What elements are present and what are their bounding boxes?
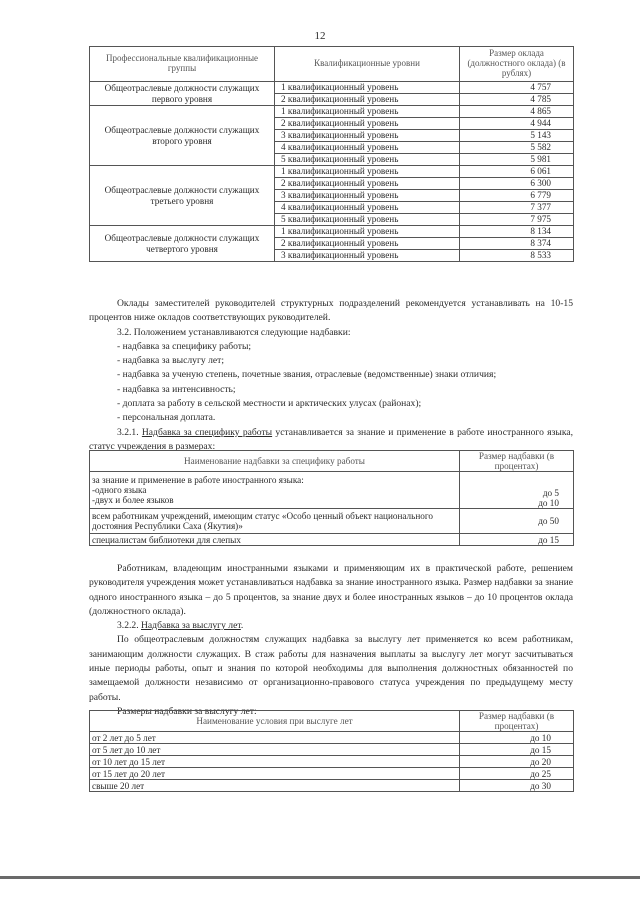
table-row xyxy=(90,732,574,744)
cell-value xyxy=(460,472,574,509)
cell-line: до 5 xyxy=(542,488,559,498)
cell-name: всем работникам учреждений, имеющим статус «Особо ценный объект национального достояния Республики Саха (Якутия)» xyxy=(90,509,460,534)
cell-name xyxy=(90,472,460,509)
section-number: 3.2.2. xyxy=(117,620,139,632)
salary-cell: 5 143 xyxy=(460,130,574,142)
salary-cell: 6 779 xyxy=(460,190,574,202)
paragraph: Размеры надбавки за выслугу лет: xyxy=(117,705,257,717)
page-number: 12 xyxy=(314,30,326,42)
group-name: Общеотраслевые должности служащих четвертого уровня xyxy=(90,226,275,262)
table-row xyxy=(90,166,574,178)
salary-cell: 4 944 xyxy=(460,118,574,130)
cell-value: до 50 xyxy=(460,509,574,534)
table-row xyxy=(90,226,574,238)
level-cell: 2 квалификационный уровень xyxy=(275,238,460,250)
level-cell: 2 квалификационный уровень xyxy=(275,178,460,190)
cell-condition: от 10 лет до 15 лет xyxy=(90,756,460,768)
cell-value: до 15 xyxy=(460,744,574,756)
salary-cell: 7 377 xyxy=(460,202,574,214)
text-block-experience xyxy=(89,562,573,719)
cell-line: -двух и более языков xyxy=(92,495,174,506)
cell-value: до 15 xyxy=(460,534,574,546)
table-row xyxy=(90,82,574,94)
salary-cell: 5 981 xyxy=(460,154,574,166)
paragraph: 3.2. Положением устанавливаются следующие надбавки: xyxy=(117,326,351,338)
cell-value: до 30 xyxy=(460,780,574,792)
section-title: Надбавка за специфику работы xyxy=(141,426,273,438)
list-item: - надбавка за интенсивность; xyxy=(117,383,236,395)
salary-table-header xyxy=(90,47,574,82)
text-block-allowances xyxy=(89,297,573,454)
salary-cell: 7 975 xyxy=(460,214,574,226)
salary-cell: 6 061 xyxy=(460,166,574,178)
table-row xyxy=(90,744,574,756)
header-name: Наименование надбавки за специфику работы xyxy=(90,451,460,472)
level-cell: 2 квалификационный уровень xyxy=(275,94,460,106)
level-cell: 3 квалификационный уровень xyxy=(275,250,460,262)
table-row xyxy=(90,756,574,768)
cell-line: до 10 xyxy=(538,498,559,509)
cell-name: специалистам библиотеки для слепых xyxy=(90,534,460,546)
list-item: - надбавка за ученую степень, почетные звания, отраслевые (ведомственные) знаки отличия; xyxy=(117,369,497,381)
salary-cell: 4 785 xyxy=(460,94,574,106)
cell-value: до 20 xyxy=(460,756,574,768)
cell-line: за знание и применение в работе иностранного языка: xyxy=(92,475,304,486)
salary-cell: 4 757 xyxy=(460,82,574,94)
salary-table xyxy=(89,46,574,262)
salary-cell: 8 533 xyxy=(460,250,574,262)
specifics-table-header xyxy=(90,451,574,472)
level-cell: 1 квалификационный уровень xyxy=(275,226,460,238)
salary-cell: 6 300 xyxy=(460,178,574,190)
seniority-table xyxy=(89,710,574,792)
list-item: - надбавка за выслугу лет; xyxy=(117,355,225,367)
section-title: Надбавка за выслугу лет xyxy=(141,620,241,632)
table-row xyxy=(90,780,574,792)
table-row xyxy=(90,534,574,546)
header-salary: Размер оклада (должностного оклада) (в рублях) xyxy=(460,47,574,82)
paragraph: Работникам, владеющим иностранными языками и применяющим их в практической работе, решением руководителя учреждения может устанавливаться надбавка за знание иностранного языка. Размер надбавки за знание одного иностранного языка – до 5 процентов, за знание двух и более иностранных языков – до 10 процентов оклада (должностного оклада). xyxy=(89,563,573,617)
level-cell: 5 квалификационный уровень xyxy=(275,214,460,226)
level-cell: 3 квалификационный уровень xyxy=(275,130,460,142)
level-cell: 1 квалификационный уровень xyxy=(275,82,460,94)
level-cell: 5 квалификационный уровень xyxy=(275,154,460,166)
header-groups: Профессиональные квалификационные группы xyxy=(90,47,275,82)
list-item: - персональная доплата. xyxy=(117,412,216,424)
level-cell: 2 квалификационный уровень xyxy=(275,118,460,130)
group-name: Общеотраслевые должности служащих третьего уровня xyxy=(90,166,275,226)
table-row xyxy=(90,106,574,118)
scan-edge-divider xyxy=(0,876,640,879)
salary-cell: 5 582 xyxy=(460,142,574,154)
header-condition: Наименование условия при выслуге лет xyxy=(90,711,460,732)
paragraph: По общеотраслевым должностям служащих надбавка за выслугу лет применяется ко всем работникам, занимающим должности служащих. В стаж работы для назначения выплаты за выслугу лет могут засчитываться иные периоды работы, опыт и знания по которой необходимы для выполнения должностных обязанностей по замещаемой должности независимо от организационно-правового статуса учреждения по предыдущему месту работы. xyxy=(89,634,573,703)
specifics-table xyxy=(89,450,574,546)
section-number: 3.2.1. xyxy=(117,426,139,438)
cell-condition: от 5 лет до 10 лет xyxy=(90,744,460,756)
table-row xyxy=(90,472,574,509)
cell-condition: от 15 лет до 20 лет xyxy=(90,768,460,780)
header-size: Размер надбавки (в процентах) xyxy=(460,451,574,472)
paragraph xyxy=(89,619,573,633)
paragraph: Оклады заместителей руководителей структурных подразделений рекомендуется устанавливать на 10-15 процентов ниже окладов соответствующих руководителей. xyxy=(89,298,573,324)
section-text: . xyxy=(240,620,244,632)
level-cell: 1 квалификационный уровень xyxy=(275,166,460,178)
salary-cell: 4 865 xyxy=(460,106,574,118)
level-cell: 1 квалификационный уровень xyxy=(275,106,460,118)
list-item: - надбавка за специфику работы; xyxy=(117,340,252,352)
header-levels: Квалификационные уровни xyxy=(275,47,460,82)
level-cell: 4 квалификационный уровень xyxy=(275,142,460,154)
group-name: Общеотраслевые должности служащих первого уровня xyxy=(90,82,275,106)
table-row xyxy=(90,768,574,780)
list-item: - доплата за работу в сельской местности и арктических улусах (районах); xyxy=(117,398,422,410)
seniority-table-header xyxy=(90,711,574,732)
cell-condition: от 2 лет до 5 лет xyxy=(90,732,460,744)
salary-cell: 8 134 xyxy=(460,226,574,238)
cell-condition: свыше 20 лет xyxy=(90,780,460,792)
level-cell: 3 квалификационный уровень xyxy=(275,190,460,202)
cell-line: -одного языка xyxy=(92,485,147,496)
group-name: Общеотраслевые должности служащих второго уровня xyxy=(90,106,275,166)
section-text: устанавливается за знание и применение в работе иностранного языка, статус учреждения в размерах: xyxy=(89,426,573,452)
level-cell: 4 квалификационный уровень xyxy=(275,202,460,214)
cell-value: до 25 xyxy=(460,768,574,780)
salary-cell: 8 374 xyxy=(460,238,574,250)
header-size: Размер надбавки (в процентах) xyxy=(460,711,574,732)
table-row xyxy=(90,509,574,534)
cell-value: до 10 xyxy=(460,732,574,744)
